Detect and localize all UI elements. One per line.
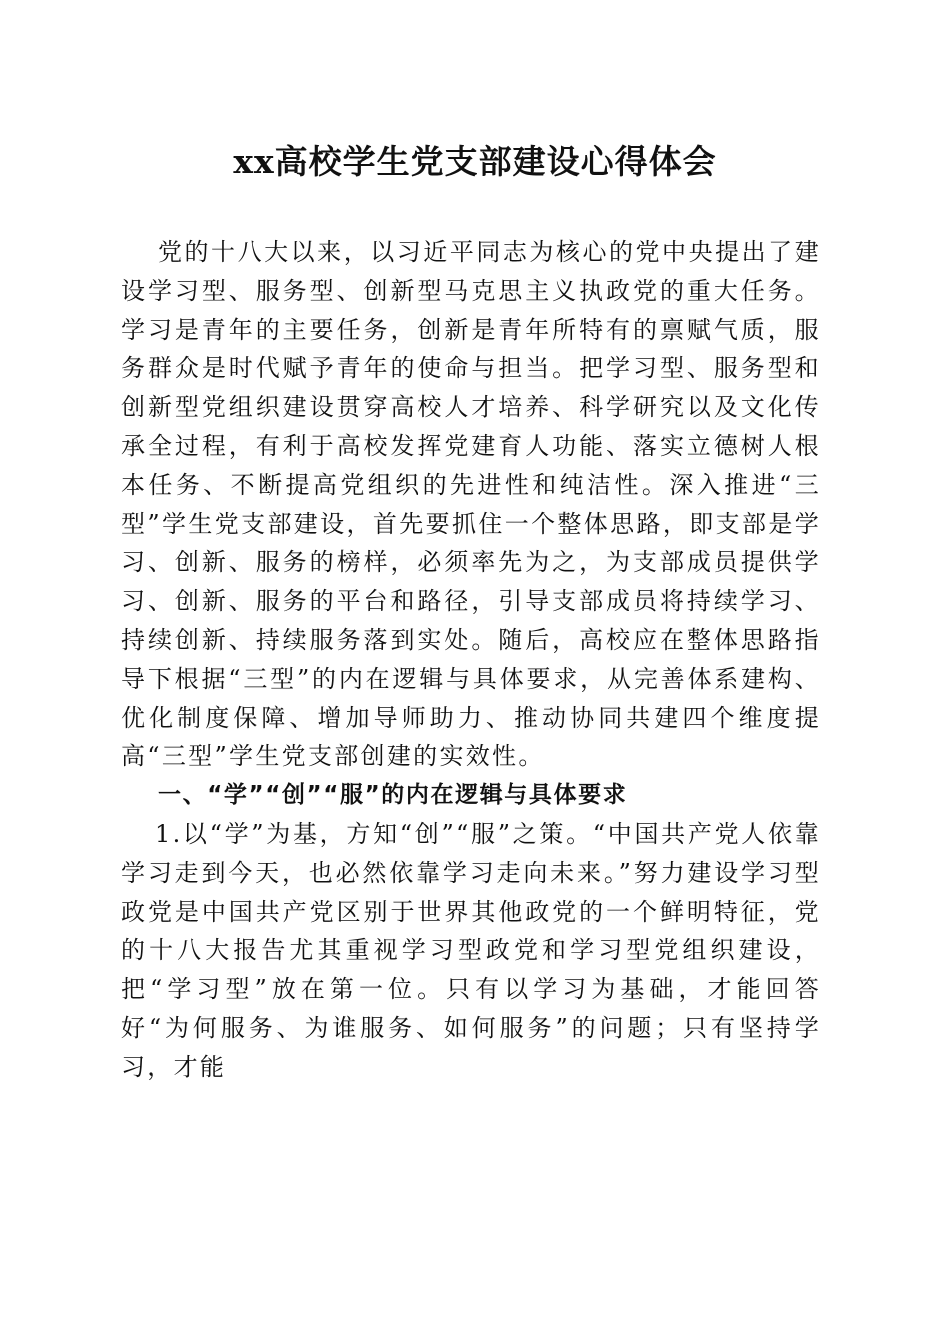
document-body <box>121 233 821 1087</box>
section-heading: 一、“学”“创”“服”的内在逻辑与具体要求 <box>158 782 628 809</box>
section-paragraph: 1.以“学”为基，方知“创”“服”之策。“中国共产党人依靠学习走到今天，也必然依靠学习走向未来。”努力建设学习型政党是中国共产党区别于世界其他政党的一个鲜明特征，党的十八大报告尤其重视学习型政党和学习型党组织建设，把“学习型”放在第一位。只有以学习为基础，才能回答好“为何服务、为谁服务、如何服务”的问题；只有坚持学习，才能 <box>121 819 821 1081</box>
intro-paragraph: 党的十八大以来，以习近平同志为核心的党中央提出了建设学习型、服务型、创新型马克思主义执政党的重大任务。学习是青年的主要任务，创新是青年所特有的禀赋气质，服务群众是时代赋予青年的使命与担当。把学习型、服务型和创新型党组织建设贯穿高校人才培养、科学研究以及文化传承全过程，有利于高校发挥党建育人功能、落实立德树人根本任务、不断提高党组织的先进性和纯洁性。深入推进“三型”学生党支部建设，首先要抓住一个整体思路，即支部是学习、创新、服务的榜样，必须率先为之，为支部成员提供学习、创新、服务的平台和路径，引导支部成员将持续学习、持续创新、持续服务落到实处。随后，高校应在整体思路指导下根据“三型”的内在逻辑与具体要求，从完善体系建构、优化制度保障、增加导师助力、推动协同共建四个维度提高“三型”学生党支部创建的实效性。 <box>121 238 821 771</box>
document-title: xx高校学生党支部建设心得体会 <box>233 142 717 181</box>
